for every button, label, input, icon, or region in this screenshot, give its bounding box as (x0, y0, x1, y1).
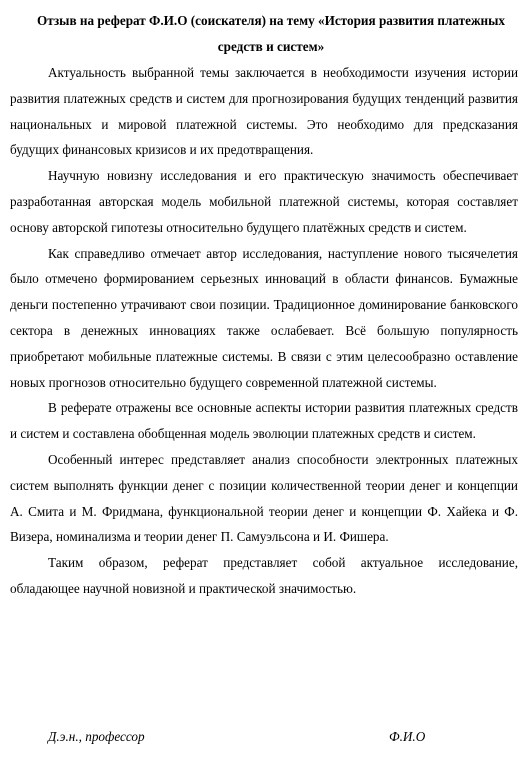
paragraph-novelty: Научную новизну исследования и его практическую значимость обеспечивает разработанная авторская модель мобильной платежной системы, которая составляет основу авторской гипотезы относительно будущего платёжных средств и систем. (10, 168, 518, 235)
paragraph-conclusion: Таким образом, реферат представляет собой актуальное исследование, обладающее научной новизной и практической значимостью. (10, 555, 518, 596)
signature-name: Ф.И.О (389, 729, 426, 744)
document-title: Отзыв на реферат Ф.И.О (соискателя) на тему «История развития платежных средств и систем» (36, 13, 506, 54)
paragraph-relevance: Актуальность выбранной темы заключается в необходимости изучения истории развития платежных средств и систем для прогнозирования будущих тенденций развития национальных и мировой платежной системы. Это необходимо для предсказания будущих финансовых кризисов и их предотвращения. (10, 65, 518, 158)
paragraph-aspects: В реферате отражены все основные аспекты истории развития платежных средств и систем и составлена обобщенная модель эволюции платежных средств и систем. (10, 400, 518, 442)
paragraph-analysis: Особенный интерес представляет анализ способности электронных платежных систем выполнять функции денег с позиции количественной теории денег и концепции А. Смита и М. Фридмана, функциональной теории денег и концепции Ф. Хайека и Ф. Визера, номинализма и теории денег П. Самуэльсона и И. Фишера. (10, 451, 518, 545)
review-document (10, 8, 518, 602)
signature-position: Д.э.н., профессор (48, 729, 145, 744)
paragraph-author-notes: Как справедливо отмечает автор исследования, наступление нового тысячелетия было отмечено формированием серьезных инноваций в области финансов. Бумажные деньги постепенно утрачивают свои позиции. Традиционное доминирование банковского сектора в денежных инновациях также ослабевает. Всё большую популярность приобретают мобильные платежные системы. В связи с этим целесообразно оставление новых прогнозов относительно будущего современной платежной системы. (10, 245, 518, 390)
